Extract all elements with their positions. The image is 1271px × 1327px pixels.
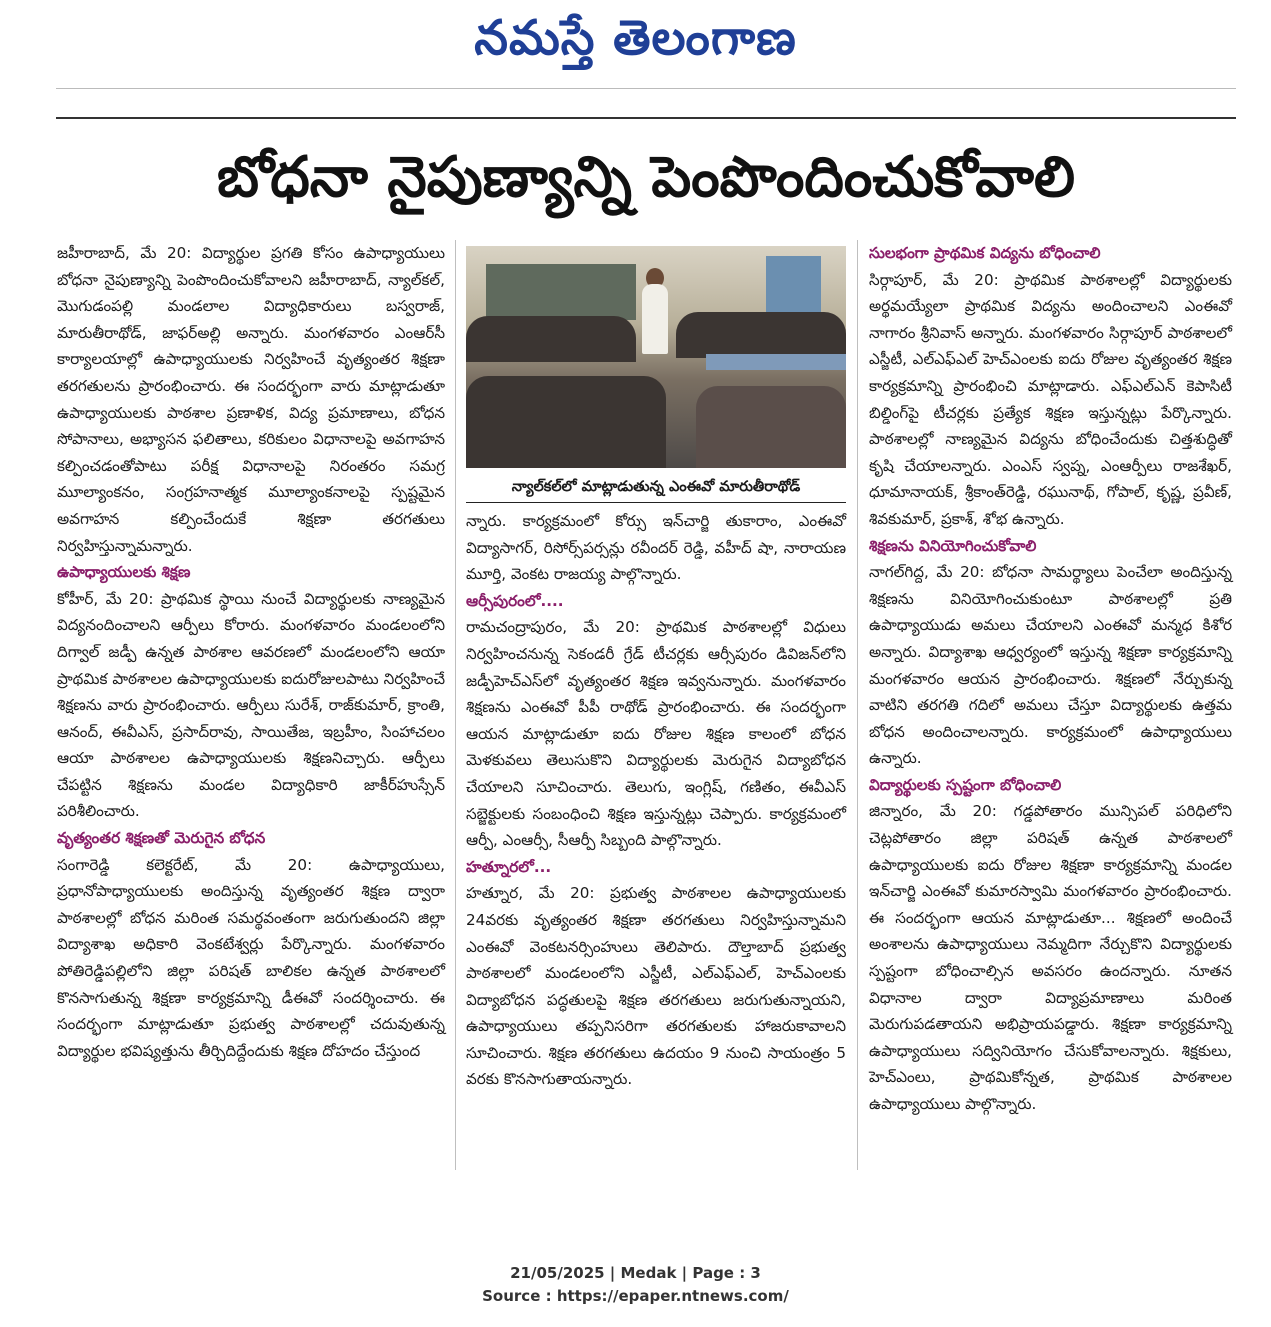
subheading: వృత్యంతర శిక్షణతో మెరుగైన బోధన [57, 829, 266, 848]
subheading: హత్నూరలో... [466, 857, 552, 876]
audience-row [676, 312, 846, 358]
blackboard [486, 264, 636, 320]
subheading: ఆర్సీపురంలో.... [466, 591, 564, 610]
column-divider [455, 240, 456, 1170]
article-paragraph: సంగారెడ్డి కలెక్టరేట్, మే 20: ఉపాధ్యాయులు, ప్రధానోపాధ్యాయులకు అందిస్తున్న వృత్యంతర శిక్షణ ద్వారా పాఠశాలల్లో బోధన మరింత సమర్థవంతంగా జరుగుతుందని జిల్లా విద్యాశాఖ అధికారి వెంకటేశ్వర్లు పేర్కొన్నారు. మంగళవారం పోతిరెడ్డిపల్లిలోని జిల్లా పరిషత్ బాలికల ఉన్నత పాఠశాలలో కొనసాగుతున్న శిక్షణా కార్యక్రమాన్ని డీఈవో సందర్శించారు. ఈ సందర్భంగా మాట్లాడుతూ ప్రభుత్వ పాఠశాలల్లో చదువుతున్న విద్యార్థుల భవిష్యత్తును తీర్చిదిద్దేందుకు శిక్షణ దోహదం చేస్తుంద [57, 855, 445, 1060]
article-paragraph: జహీరాబాద్, మే 20: విద్యార్థుల ప్రగతి కోసం ఉపాధ్యాయులు బోధనా నైపుణ్యాన్ని పెంపొందించుకోవాలని జహీరాబాద్, న్యాల్‌కల్, మొగుడంపల్లి మండలాల విద్యాధికారులు బస్వరాజ్, మారుతీరాథోడ్, జాఫర్‌అల్లి అన్నారు. మంగళవారం ఎంఆర్‌సీ కార్యాలయాల్లో ఉపాధ్యాయులకు నిర్వహించే వృత్యంతర శిక్షణా తరగతులను ప్రారంభించారు. ఈ సందర్భంగా వారు మాట్లాడుతూ ఉపాధ్యాయులకు పాఠశాల ప్రణాళిక, విద్య ప్రమాణాలు, బోధన సోపానాలు, అభ్యాసన ఫలితాలు, కరికులం విధానాలపై అవగాహన కల్పించడంతోపాటు పరీక్ష విధానాలపై నిరంతరం సమగ్ర మూల్యాంకనం, సంగ్రహనాత్మక మూల్యాంకనాలపై స్పష్టమైన అవగాహన కల్పించేందుకే శిక్షణా తరగతులు నిర్వహిస్తున్నామన్నారు. [57, 244, 445, 555]
article-paragraph: సిర్గాపూర్, మే 20: ప్రాథమిక పాఠశాలల్లో విద్యార్థులకు అర్థమయ్యేలా ప్రాథమిక విద్యను అందించాలని ఎంఈవో నాగారం శ్రీనివాస్ అన్నారు. మంగళవారం సిర్గాపూర్ పాఠశాలలో ఎస్జీటీ, ఎల్‌ఎఫ్‌ఎల్ హెచ్‌ఎంలకు ఐదు రోజుల వృత్యంతర శిక్షణ కార్యక్రమాన్ని ప్రారంభించి మాట్లాడారు. ఎఫ్‌ఎల్‌ఎన్ కెపాసిటీ బిల్డింగ్‌పై టీచర్లకు ప్రత్యేక శిక్షణ ఇస్తున్నట్లు పేర్కొన్నారు. పాఠశాలల్లో నాణ్యమైన విద్యను బోధించేందుకు చిత్తశుద్ధితో కృషి చేయాలన్నారు. ఎంఎస్ స్వప్న, ఎంఆర్పీలు రాజశేఖర్, ధూమానాయక్, శ్రీకాంత్‌రెడ్డి, రఘునాథ్, గోపాల్, కృష్ణ, ప్రవీణ్, శివకుమార్, ప్రకాశ్, శోభ ఉన్నారు. [869, 270, 1232, 528]
article-column-3 [869, 240, 1232, 1118]
subheading: శిక్షణను వినియోగించుకోవాలి [869, 536, 1037, 555]
top-rule [56, 88, 1236, 119]
article-paragraph: హత్నూర, మే 20: ప్రభుత్వ పాఠశాలల ఉపాధ్యాయులకు 24వరకు వృత్యంతర శిక్షణా తరగతులు నిర్వహిస్తున్నామని ఎంఈవో వెంకటనర్సింహులు తెలిపారు. దౌల్తాబాద్ ప్రభుత్వ పాఠశాలలో మండలంలోని ఎస్జీటీ, ఎల్‌ఎఫ్‌ఎల్, హెచ్‌ఎంలకు విద్యాబోధన పద్ధతులపై శిక్షణ తరగతులు జరుగుతున్నాయని, ఉపాధ్యాయులు తప్పనిసరిగా తరగతులకు హాజరుకావాలని సూచించారు. శిక్షణ తరగతులు ఉదయం 9 నుంచి సాయంత్రం 5 వరకు కొనసాగుతాయన్నారు. [466, 884, 846, 1089]
subheading: ఉపాధ్యాయులకు శిక్షణ [57, 563, 191, 582]
classroom-photo [466, 246, 846, 468]
footer-source-link[interactable]: Source : https://epaper.ntnews.com/ [482, 1287, 789, 1305]
article-headline: బోధనా నైపుణ్యాన్ని పెంపొందించుకోవాలి [216, 145, 1076, 210]
article-paragraph: రామచంద్రాపురం, మే 20: ప్రాథమిక పాఠశాలల్లో విధులు నిర్వహించనున్న సెకండరీ గ్రేడ్ టీచర్లకు ఆర్సీపురం డివిజన్‌లోని జడ్పీహెచ్‌ఎస్‌లో వృత్యంతర శిక్షణ ఇవ్వనున్నారు. మంగళవారం శిక్షణను ఎంఈవో పీపీ రాథోడ్ ప్రారంభించారు. ఈ సందర్భంగా ఆయన మాట్లాడుతూ ఐదు రోజుల శిక్షణ కాలంలో బోధన మెళకువలు తెలుసుకొని విద్యార్థులకు మెరుగైన విద్యాబోధన చేయాలని సూచించారు. తెలుగు, ఇంగ్లిష్, గణితం, ఈవీఎస్ సబ్జెక్టులకు సంబంధించి శిక్షణ ఇస్తున్నట్లు చెప్పారు. కార్యక్రమంలో ఆర్పీ, ఎంఆర్సీ, సీఆర్పీ సిబ్బంది పాల్గొన్నారు. [466, 618, 846, 850]
article-paragraph: జిన్నారం, మే 20: గడ్డపోతారం మున్సిపల్ పరిధిలోని చెట్లపోతారం జిల్లా పరిషత్ ఉన్నత పాఠశాలలో ఉపాధ్యాయులకు ఐదు రోజుల శిక్షణా కార్యక్రమాన్ని మండల ఇన్‌చార్జి ఎంఈవో కుమారస్వామి మంగళవారం ప్రారంభించారు. ఈ సందర్భంగా ఆయన మాట్లాడుతూ... శిక్షణలో అందించే అంశాలను ఉపాధ్యాయులు నెమ్మదిగా నేర్చుకొని విద్యార్థులకు స్పష్టంగా బోధించాల్సిన అవసరం ఉందన్నారు. నూతన విధానాల ద్వారా విద్యాప్రమాణాలు మరింత మెరుగుపడతాయని అభిప్రాయపడ్డారు. శిక్షణా కార్యక్రమాన్ని ఉపాధ్యాయులు సద్వినియోగం చేసుకోవాలన్నారు. శిక్షకులు, హెచ్‌ఎంలు, ప్రాథమికోన్నత, ప్రాథమిక పాఠశాలల ఉపాధ్యాయులు పాల్గొన్నారు. [869, 802, 1232, 1113]
subheading: విద్యార్థులకు స్పష్టంగా బోధించాలి [869, 775, 1062, 794]
audience-row [466, 316, 636, 362]
article-column-1 [57, 240, 445, 1064]
audience-row [696, 386, 846, 468]
photo-caption: న్యాల్‌కల్‌లో మాట్లాడుతున్న ఎంఈవో మారుతీరాథోడ్ [466, 472, 846, 503]
article-paragraph: న్నారు. కార్యక్రమంలో కోర్సు ఇన్‌చార్జి తుకారాం, ఎంఈవో విద్యాసాగర్, రిసోర్స్‌పర్సన్లు రవీందర్ రెడ్డి, వహీద్ షా, నారాయణ మూర్తి, వెంకట రాజయ్య పాల్గొన్నారు. [466, 512, 846, 584]
column-divider [857, 240, 858, 1170]
audience-row [466, 376, 666, 468]
article-paragraph: కోహీర్, మే 20: ప్రాథమిక స్థాయి నుంచే విద్యార్థులకు నాణ్యమైన విద్యనందించాలని ఆర్పీలు కోరారు. మంగళవారం మండలంలోని దిగ్వాల్ జడ్పీ ఉన్నత పాఠశాల ఆవరణలో మండలంలోని ఆయా ప్రాథమిక పాఠశాలల ఉపాధ్యాయులకు ఐదురోజులపాటు నిర్వహించే శిక్షణను వారు ప్రారంభించారు. ఆర్పీలు సురేశ్, రాజ్‌కుమార్, క్రాంతి, ఆనంద్, ఈవీఎస్, ప్రసాద్‌రావు, సాయితేజ, ఇబ్రహీం, సింహాచలం ఆయా పాఠశాలల ఉపాధ్యాయులకు శిక్షణనిచ్చారు. ఆర్పీలు చేపట్టిన శిక్షణను మండల విద్యాధికారి జాకీర్‌హుస్సేన్ పరిశీలించారు. [57, 589, 445, 821]
subheading: సులభంగా ప్రాథమిక విద్యను బోధించాలి [869, 244, 1101, 262]
newspaper-masthead: నమస్తే తెలంగాణ [474, 10, 797, 66]
footer-date-line: 21/05/2025 | Medak | Page : 3 [510, 1264, 761, 1282]
article-column-2 [466, 508, 846, 1093]
teacher-figure [642, 284, 668, 354]
desk [706, 354, 846, 370]
article-paragraph: నాగల్‌గిద్ద, మే 20: బోధనా సామర్థ్యాలు పెంచేలా అందిస్తున్న శిక్షణను వినియోగించుకుంటూ పాఠశాలల్లో ప్రతి ఉపాధ్యాయుడు అమలు చేయాలని ఎంఈవో మన్మధ కిశోర అన్నారు. విద్యాశాఖ ఆధ్వర్యంలో ఇస్తున్న శిక్షణా కార్యక్రమాన్ని మంగళవారం ఆయన ప్రారంభించారు. శిక్షణలో నేర్చుకున్న వాటిని తరగతి గదిలో అమలు చేస్తూ విద్యార్థులకు ఉత్తమ బోధన అందించాలన్నారు. కార్యక్రమంలో ఉపాధ్యాయులు ఉన్నారు. [869, 563, 1232, 768]
